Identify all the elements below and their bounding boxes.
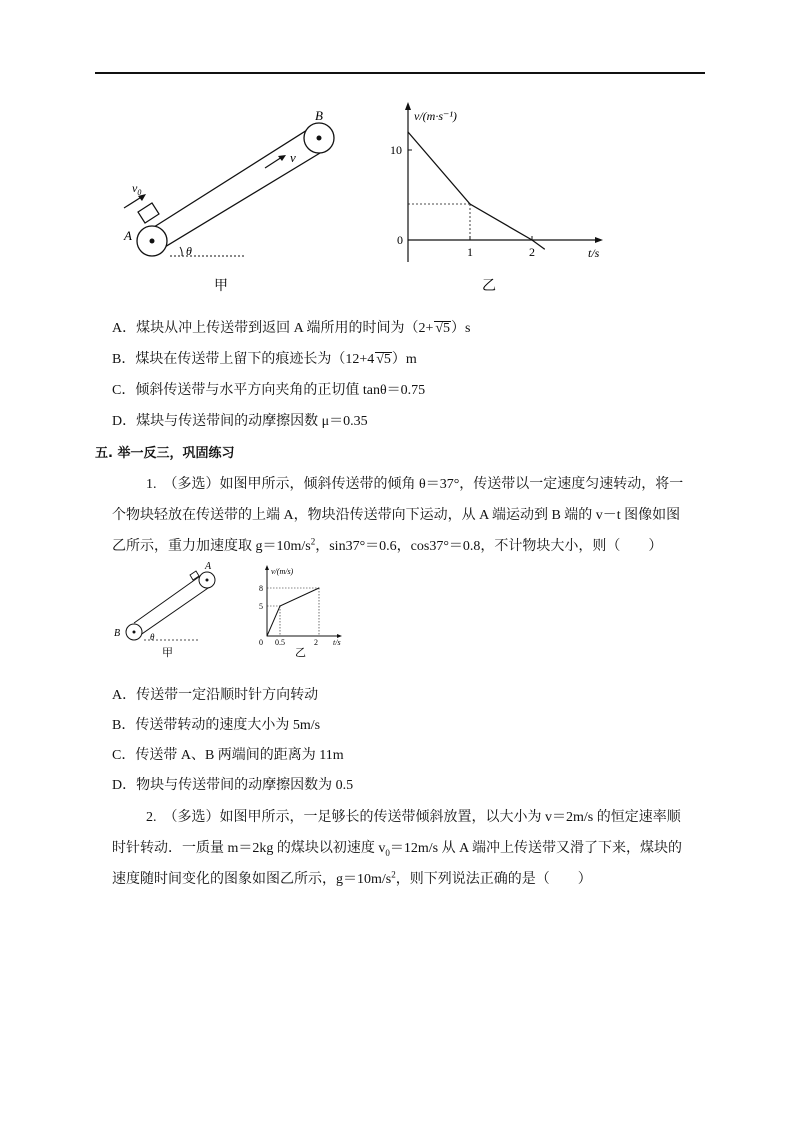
option1-B: B．煤块在传送带上留下的痕迹长为（12+4 √5）m bbox=[112, 352, 417, 367]
q1-label-B: B bbox=[114, 628, 121, 639]
q1-x-tick-label: 0.5 bbox=[275, 638, 285, 647]
q1-caption-yi: 乙 bbox=[295, 647, 306, 659]
figure1-vt-graph bbox=[378, 100, 608, 300]
q2-line1: 2. （多选）如图甲所示，一足够长的传送带倾斜放置，以大小为 v＝2m/s 的恒定速率顺 bbox=[146, 810, 681, 825]
q1-caption-jia: 甲 bbox=[162, 647, 173, 659]
q1-option-D: D．物块与传送带间的动摩擦因数为 0.5 bbox=[112, 778, 354, 793]
header-rule bbox=[95, 72, 705, 74]
data-point bbox=[407, 131, 408, 132]
x-tick-label: 2 bbox=[529, 245, 535, 259]
y-axis-label: v/(m·s⁻¹) bbox=[414, 109, 457, 123]
data-point bbox=[469, 203, 470, 204]
q1-data-point bbox=[267, 636, 268, 637]
q1-y-tick-label: 8 bbox=[259, 584, 263, 593]
q1-option-B: B．传送带转动的速度大小为 5m/s bbox=[112, 718, 321, 733]
sqrt-5-a: √5 bbox=[435, 321, 451, 336]
q1-line3: 乙所示，重力加速度取 $g=10m/s^2$，sin37°＝0.6，cos37°＝0.8，不计物块大小，则（ ） bbox=[112, 536, 663, 554]
option1-D: D．煤块与传送带间的动摩擦因数 μ＝0.35 bbox=[112, 414, 368, 429]
velocity-line bbox=[408, 132, 544, 249]
q1-label-theta: θ bbox=[150, 632, 155, 642]
caption-jia: 甲 bbox=[214, 279, 228, 294]
label-A: A bbox=[124, 228, 132, 243]
q1-x-axis-label: t/s bbox=[333, 638, 341, 647]
label-v: v bbox=[290, 150, 296, 165]
x-axis-label: t/s bbox=[588, 246, 600, 260]
q2-line2: 时针转动．一质量 m＝2kg 的煤块以初速度 $v_0=12m/s$ 从 A 端冲上传送带又滑了下来，煤块的 bbox=[112, 841, 682, 858]
figure1-conveyor-diagram bbox=[110, 100, 350, 300]
q1-option-C: C．传送带 A、B 两端间的距离为 11m bbox=[112, 748, 344, 763]
option1-C: C．倾斜传送带与水平方向夹角的正切值 tanθ＝0.75 bbox=[112, 383, 426, 398]
label-theta: θ bbox=[186, 244, 192, 258]
q1-label-A: A bbox=[205, 561, 212, 572]
q1-data-point bbox=[280, 606, 281, 607]
q1-y-tick-label: 5 bbox=[259, 602, 263, 611]
option1-A: A．煤块从冲上传送带到返回 A 端所用的时间为（2+ √5）s bbox=[112, 321, 471, 336]
q2-line3: 速度随时间变化的图象如图乙所示，$g=10m/s^2$，则下列说法正确的是（ ） bbox=[112, 869, 592, 887]
q1-option-A: A．传送带一定沿顺时针方向转动 bbox=[112, 688, 319, 703]
q1-line2: 个物块轻放在传送带的上端 A，物块沿传送带向下运动，从 A 端运动到 B 端的 v－t 图像如图 bbox=[112, 508, 681, 523]
label-v0: $v_0$ bbox=[132, 181, 142, 197]
q1-x-tick-label: 0 bbox=[259, 638, 263, 647]
q1-data-point bbox=[319, 588, 320, 589]
q1-x-tick-label: 2 bbox=[314, 638, 318, 647]
q1-line1: 1. （多选）如图甲所示，倾斜传送带的倾角 θ＝37°，传送带以一定速度匀速转动，将一 bbox=[146, 477, 684, 492]
x-tick-label: 1 bbox=[467, 245, 473, 259]
label-B: B bbox=[315, 108, 323, 123]
section-title: 五. 举一反三，巩固练习 bbox=[95, 446, 235, 461]
sqrt-5-b: √5 bbox=[376, 352, 391, 367]
y-tick-label: 10 bbox=[390, 143, 402, 157]
caption-yi: 乙 bbox=[482, 279, 496, 294]
data-point bbox=[531, 239, 532, 240]
q1-conveyor-diagram bbox=[110, 560, 220, 660]
q1-vt-graph bbox=[255, 562, 355, 660]
q1-y-axis-label: v/(m/s) bbox=[271, 567, 294, 576]
y-tick-label: 0 bbox=[397, 233, 403, 247]
data-point bbox=[544, 248, 545, 249]
q1-velocity-line bbox=[267, 588, 319, 636]
